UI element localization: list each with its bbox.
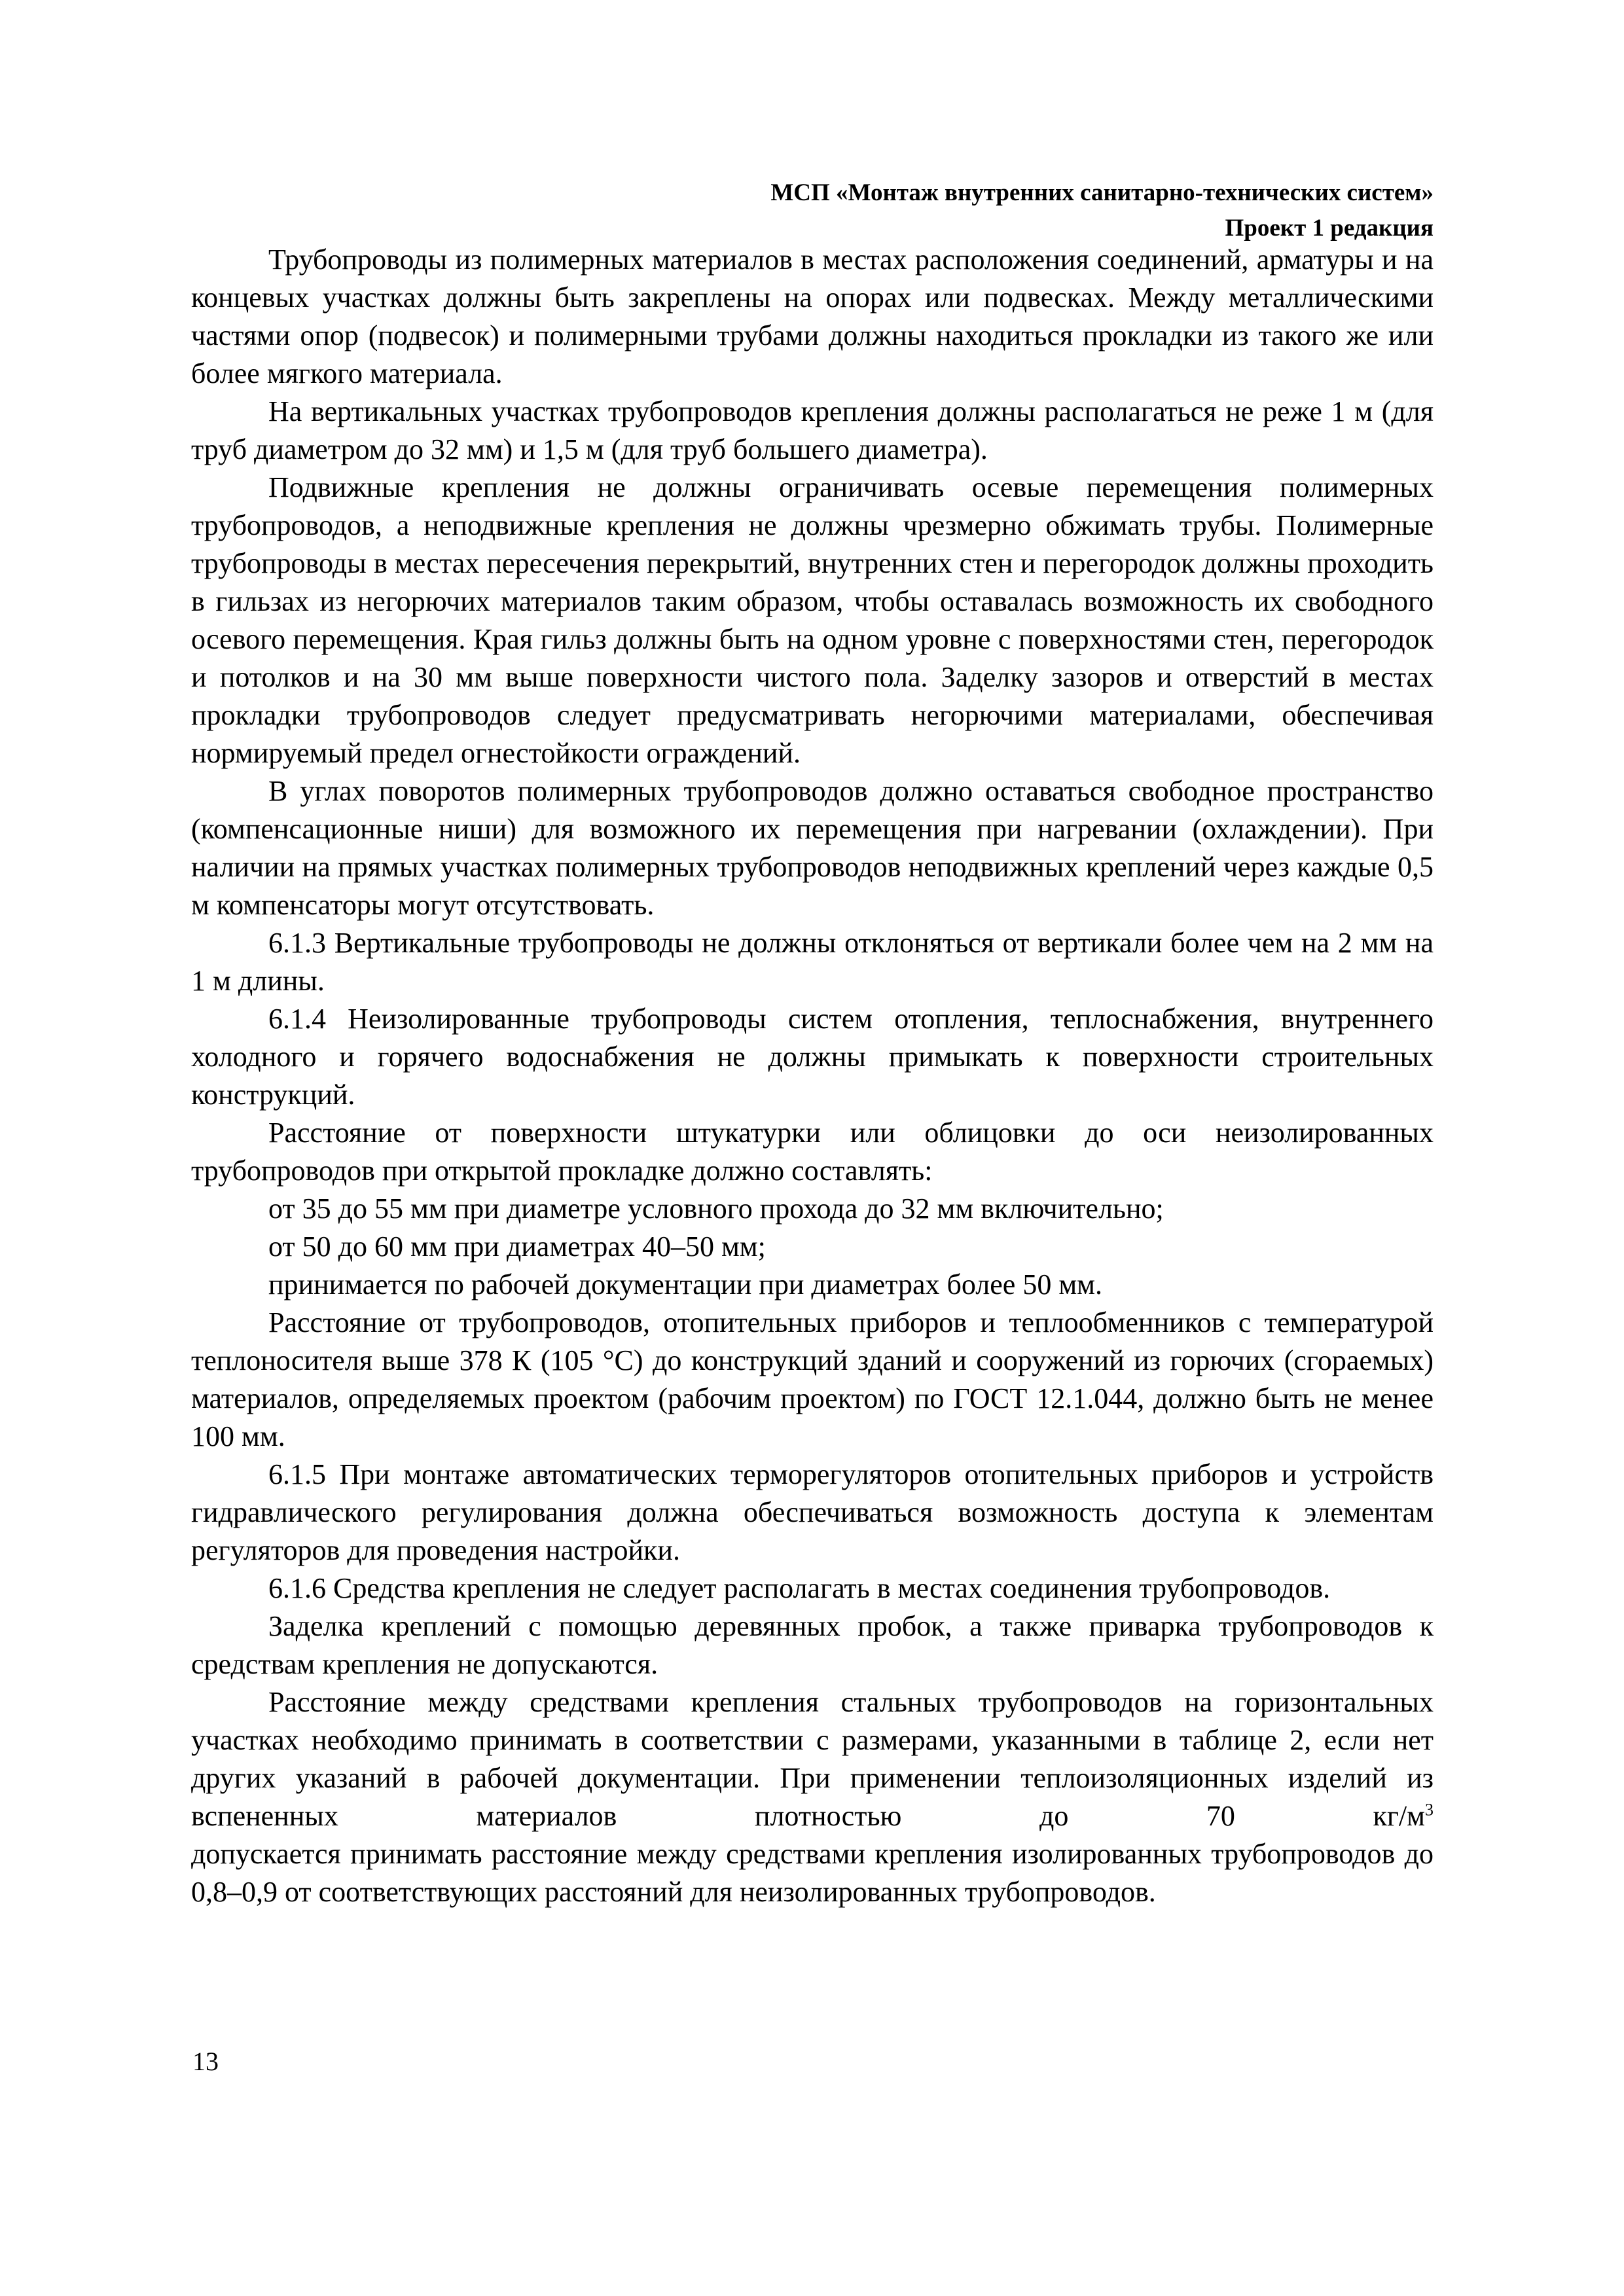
document-header [190,175,1434,246]
header-edition: Проект 1 редакция [1225,215,1434,242]
page-number: 13 [192,2047,219,2076]
paragraph: допускается принимать расстояние между средствами крепления изолированных трубопроводов до 0,8–0,9 от соответствующих расстояний для неизолированных трубопроводов. [191,1838,1434,1908]
paragraph: Подвижные крепления не должны ограничивать осевые перемещения полимерных трубопроводов, а неподвижные крепления не должны чрезмерно обжимать трубы. Полимерные трубопроводы в местах пересечения перекрытий, внутренних стен и перегородок должны проходить в гильзах из негорючих материалов таким образом, чтобы оставалась возможность их свободного осевого перемещения. Края гильз должны быть на одном уровне с поверхностями стен, перегородок и потолков и на 30 мм выше поверхности чистого пола. Заделку зазоров и отверстий в местах прокладки трубопроводов следует предусматривать негорючими материалами, обеспечивая нормируемый предел огнестойкости ограждений. [191,471,1434,769]
paragraph: Расстояние от поверхности штукатурки или облицовки до оси неизолированных трубопроводов при открытой прокладке должно составлять: [191,1117,1434,1187]
paragraph: 6.1.4 Неизолированные трубопроводы систем отопления, теплоснабжения, внутреннего холодного и горячего водоснабжения не должны примыкать к поверхности строительных конструкций. [191,1003,1434,1111]
paragraph: Расстояние от трубопроводов, отопительных приборов и теплообменников с температурой теплоносителя выше 378 К (105 °С) до конструкций зданий и сооружений из горючих (сгораемых) материалов, определяемых проектом (рабочим проектом) по ГОСТ 12.1.044, должно быть не менее 100 мм. [191,1306,1434,1452]
list-item: от 50 до 60 мм при диаметрах 40–50 мм; [268,1230,766,1263]
paragraph: В углах поворотов полимерных трубопроводов должно оставаться свободное пространство (компенсационные ниши) для возможного их перемещения при нагревании (охлаждении). При наличии на прямых участках полимерных трубопроводов неподвижных креплений через каждые 0,5 м компенсаторы могут отсутствовать. [191,775,1434,921]
paragraph: Заделка креплений с помощью деревянных пробок, а также приварка трубопроводов к средствам крепления не допускаются. [191,1610,1434,1680]
paragraph: На вертикальных участках трубопроводов крепления должны располагаться не реже 1 м (для труб диаметром до 32 мм) и 1,5 м (для труб большего диаметра). [191,395,1434,465]
list-item: от 35 до 55 мм при диаметре условного прохода до 32 мм включительно; [268,1193,1164,1225]
paragraph: Трубопроводы из полимерных материалов в местах расположения соединений, арматуры и на концевых участках должны быть закреплены на опорах или подвесках. Между металлическими частями опор (подвесок) и полимерными трубами должны находиться прокладки из такого же или более мягкого материала. [191,243,1434,389]
paragraph: 6.1.6 Средства крепления не следует располагать в местах соединения трубопроводов. [268,1572,1331,1604]
paragraph: 6.1.3 Вертикальные трубопроводы не должны отклоняться от вертикали более чем на 2 мм на 1 м длины. [191,927,1434,997]
paragraph: 6.1.5 При монтаже автоматических терморегуляторов отопительных приборов и устройств гидравлического регулирования должна обеспечиваться возможность доступа к элементам регуляторов для проведения настройки. [191,1458,1434,1566]
superscript: 3 [1425,1800,1434,1820]
list-item: принимается по рабочей документации при диаметрах более 50 мм. [268,1268,1103,1300]
header-title: МСП «Монтаж внутренних санитарно-технических систем» [770,179,1434,206]
document-body [191,241,1434,1911]
paragraph-text: Расстояние между средствами крепления стальных трубопроводов на горизонтальных участках необходимо принимать в соответствии с размерами, указанными в таблице 2, если нет других указаний в рабочей документации. При применении теплоизоляционных изделий из вспененных материалов плотностью до 70 кг/м [191,1686,1434,1832]
paragraph [191,1683,1434,1835]
